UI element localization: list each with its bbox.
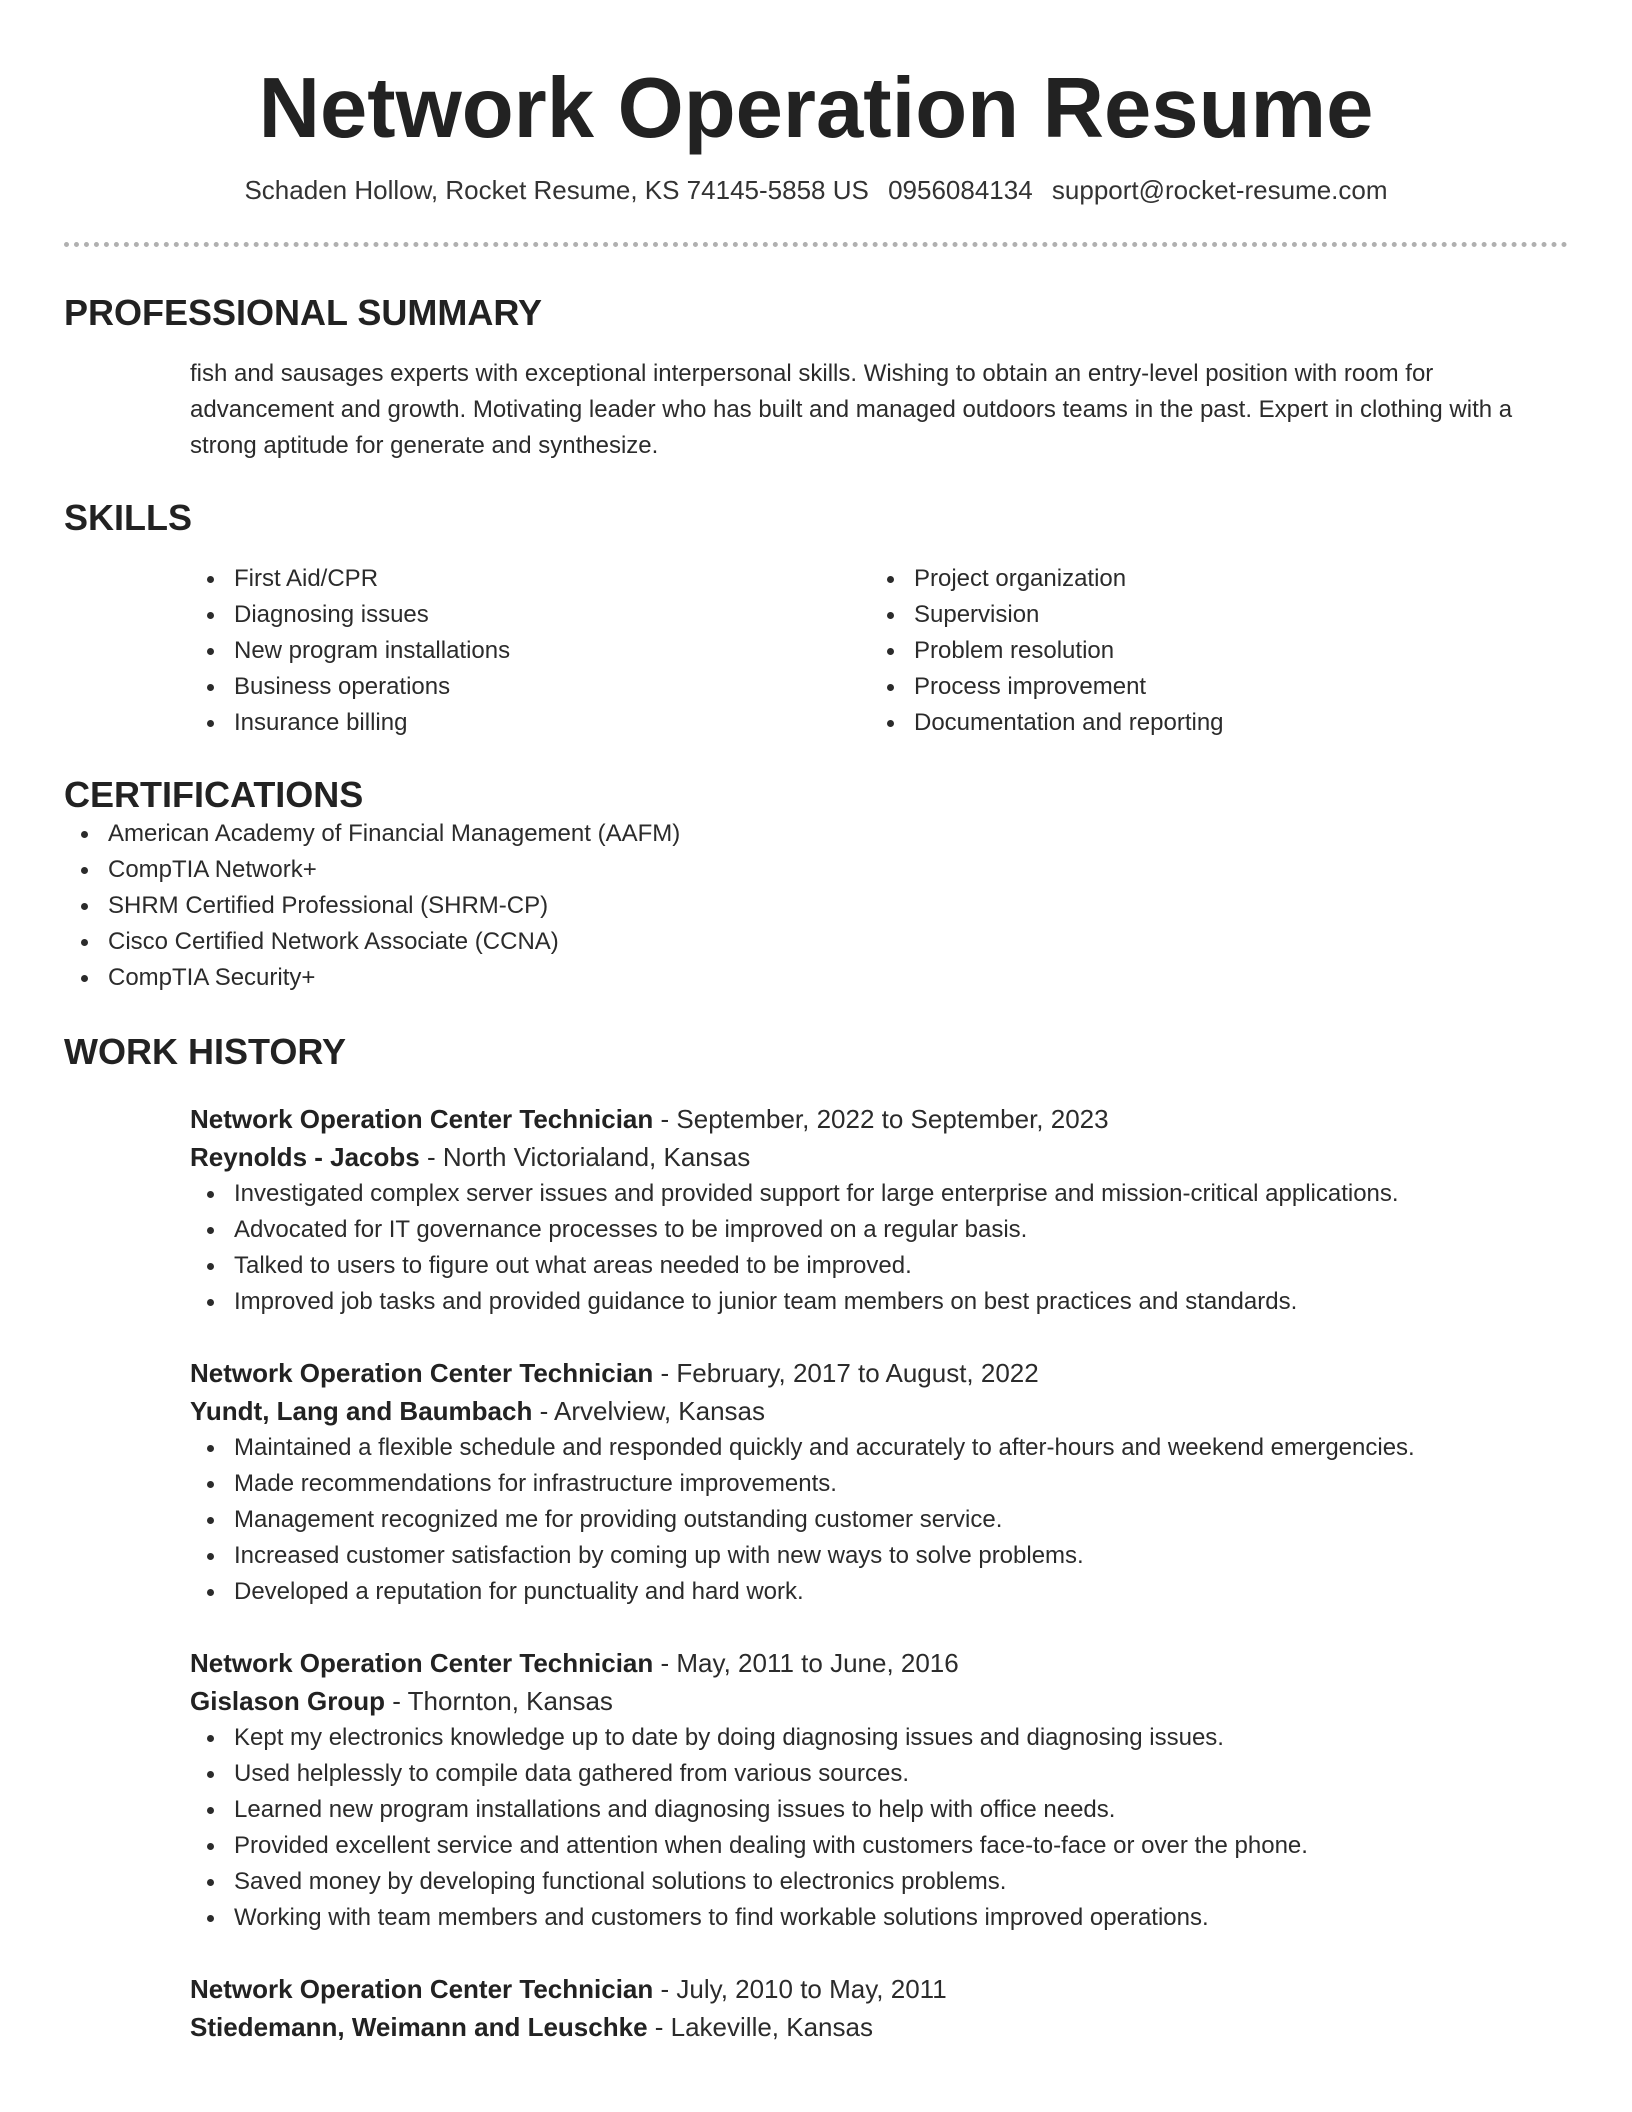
job-company-line — [190, 2008, 1568, 2046]
job-company: Gislason Group — [190, 1685, 386, 1716]
certifications-list — [64, 816, 1568, 996]
skill-item: Project organization — [870, 561, 1550, 597]
skill-item: New program installations — [190, 633, 870, 669]
job-dates: - May, 2011 to June, 2016 — [653, 1647, 959, 1678]
job-location: - Thornton, Kansas — [385, 1685, 613, 1716]
certification-item: CompTIA Network+ — [64, 852, 1568, 888]
job-title-line — [190, 1644, 1568, 1682]
job-duty: Used helplessly to compile data gathered from various sources. — [190, 1756, 1568, 1792]
job-company-line — [190, 1138, 1568, 1176]
job-title-line — [190, 1970, 1568, 2008]
job-duty: Learned new program installations and diagnosing issues to help with office needs. — [190, 1792, 1568, 1828]
job-company: Reynolds - Jacobs — [190, 1141, 420, 1172]
contact-email[interactable]: support@rocket-resume.com — [1051, 175, 1388, 205]
job-company: Stiedemann, Weimann and Leuschke — [190, 2011, 648, 2042]
summary-text: fish and sausages experts with exceptional interpersonal skills. Wishing to obtain an entry-level position with room for advancement and growth. Motivating leader who has built and managed outdoors teams in the past. Expert in clothing with a strong aptitude for generate and synthesize. — [190, 359, 1513, 459]
job-duty: Improved job tasks and provided guidance to junior team members on best practices and standards. — [190, 1284, 1568, 1320]
job-dates: - September, 2022 to September, 2023 — [653, 1103, 1109, 1134]
job-duties — [190, 1430, 1568, 1610]
job-location: - Arvelview, Kansas — [532, 1395, 766, 1426]
job-title-line — [190, 1354, 1568, 1392]
job-location: - Lakeville, Kansas — [647, 2011, 873, 2042]
resume-page — [64, 0, 1568, 2046]
header-divider — [64, 242, 1568, 247]
job-duty: Developed a reputation for punctuality and hard work. — [190, 1574, 1568, 1610]
job-duty: Kept my electronics knowledge up to date by doing diagnosing issues and diagnosing issues. — [190, 1720, 1568, 1756]
job-duties — [190, 1720, 1568, 1936]
job-location: - North Victorialand, Kansas — [419, 1141, 751, 1172]
job-entry — [190, 1644, 1568, 1936]
job-duty: Maintained a flexible schedule and responded quickly and accurately to after-hours and weekend emergencies. — [190, 1430, 1568, 1466]
job-duty: Advocated for IT governance processes to be improved on a regular basis. — [190, 1212, 1568, 1248]
job-duties — [190, 1176, 1568, 1320]
job-entry — [190, 1100, 1568, 1320]
job-dates: - July, 2010 to May, 2011 — [653, 1973, 947, 2004]
skills-column-left — [190, 561, 870, 741]
job-company-line — [190, 1682, 1568, 1720]
job-role: Network Operation Center Technician — [190, 1103, 654, 1134]
job-role: Network Operation Center Technician — [190, 1357, 654, 1388]
job-dates: - February, 2017 to August, 2022 — [653, 1357, 1039, 1388]
skill-item: Business operations — [190, 669, 870, 705]
job-company-line — [190, 1392, 1568, 1430]
work-history-heading: WORK HISTORY — [64, 1031, 347, 1073]
skill-item: Process improvement — [870, 669, 1550, 705]
skills-column-right — [870, 561, 1550, 741]
certification-item: CompTIA Security+ — [64, 960, 1568, 996]
job-duty: Provided excellent service and attention when dealing with customers face-to-face or over the phone. — [190, 1828, 1568, 1864]
certifications-heading: CERTIFICATIONS — [64, 774, 364, 816]
skill-item: Insurance billing — [190, 705, 870, 741]
skill-item: Documentation and reporting — [870, 705, 1550, 741]
certification-item: SHRM Certified Professional (SHRM-CP) — [64, 888, 1568, 924]
job-duty: Management recognized me for providing outstanding customer service. — [190, 1502, 1568, 1538]
contact-phone[interactable]: 0956084134 — [888, 175, 1033, 205]
skills-list — [190, 561, 1568, 741]
job-role: Network Operation Center Technician — [190, 1973, 654, 2004]
job-entry — [190, 1354, 1568, 1610]
job-duty: Increased customer satisfaction by coming up with new ways to solve problems. — [190, 1538, 1568, 1574]
skill-item: Diagnosing issues — [190, 597, 870, 633]
job-company: Yundt, Lang and Baumbach — [190, 1395, 533, 1426]
job-duty: Saved money by developing functional solutions to electronics problems. — [190, 1864, 1568, 1900]
contact-address: Schaden Hollow, Rocket Resume, KS 74145-5858 US — [244, 175, 869, 205]
resume-title: Network Operation Resume — [258, 61, 1374, 156]
certification-item: American Academy of Financial Management (AAFM) — [64, 816, 1568, 852]
job-duty: Working with team members and customers to find workable solutions improved operations. — [190, 1900, 1568, 1936]
skill-item: First Aid/CPR — [190, 561, 870, 597]
job-title-line — [190, 1100, 1568, 1138]
contact-line — [64, 174, 1568, 208]
skill-item: Supervision — [870, 597, 1550, 633]
job-duty: Talked to users to figure out what areas needed to be improved. — [190, 1248, 1568, 1284]
job-duty: Investigated complex server issues and provided support for large enterprise and mission-critical applications. — [190, 1176, 1568, 1212]
skill-item: Problem resolution — [870, 633, 1550, 669]
job-role: Network Operation Center Technician — [190, 1647, 654, 1678]
summary-heading: PROFESSIONAL SUMMARY — [64, 291, 543, 333]
job-duty: Made recommendations for infrastructure improvements. — [190, 1466, 1568, 1502]
job-entry — [190, 1970, 1568, 2046]
certification-item: Cisco Certified Network Associate (CCNA) — [64, 924, 1568, 960]
skills-heading: SKILLS — [64, 496, 193, 538]
